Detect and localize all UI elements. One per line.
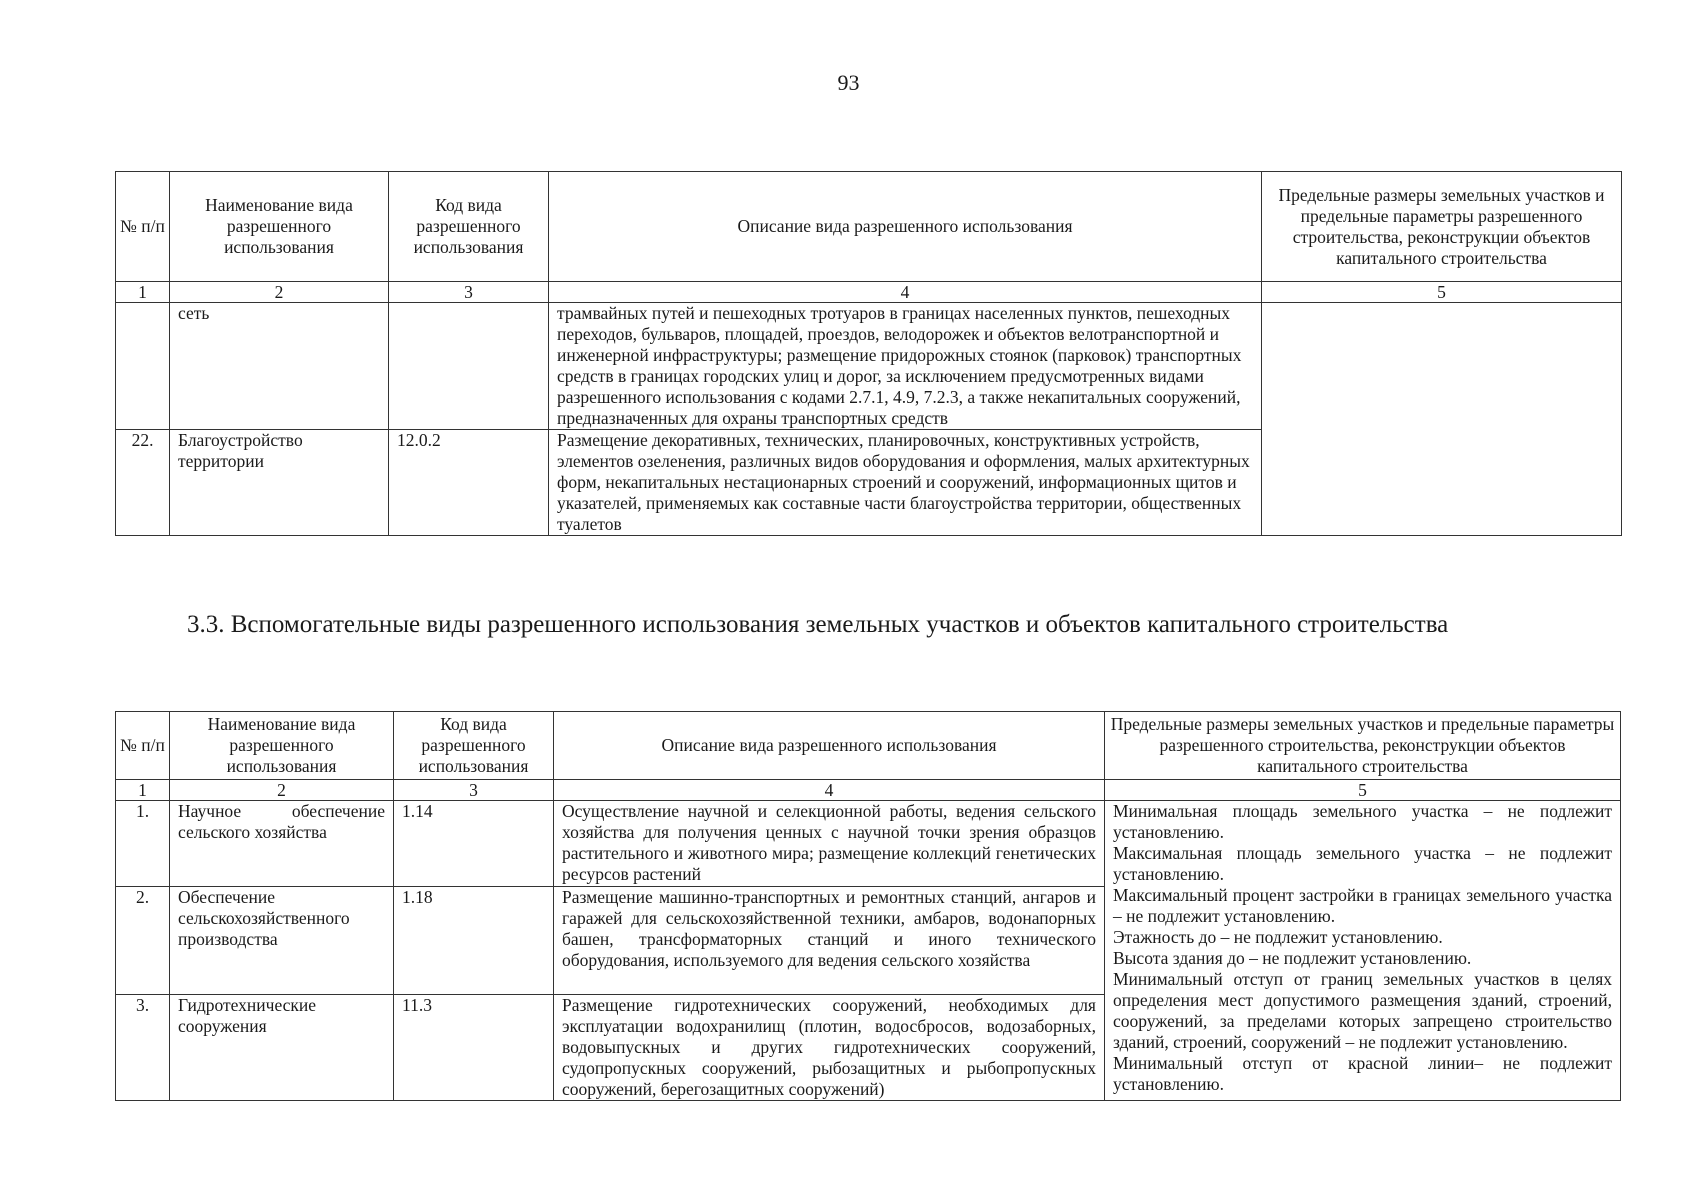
header-code: Код вида разрешенного использования	[394, 712, 554, 780]
row-code: 1.14	[394, 801, 554, 887]
page-number: 93	[837, 70, 860, 95]
header-name: Наименование вида разрешенного использования	[170, 172, 389, 282]
row-name: Обеспечение сельскохозяйственного производства	[170, 887, 394, 995]
row-code: 1.18	[394, 887, 554, 995]
column-number: 2	[170, 780, 394, 801]
column-number: 3	[394, 780, 554, 801]
column-number-row	[116, 282, 1622, 303]
table-row	[116, 801, 1621, 887]
row-name: сеть	[170, 303, 389, 430]
header-limits: Предельные размеры земельных участков и предельные параметры разрешенного строительства, реконструкции объектов капитального строительства	[1262, 172, 1622, 282]
auxiliary-use-table	[115, 711, 1621, 1101]
row-num	[116, 303, 170, 430]
row-num: 3.	[116, 995, 170, 1101]
row-code: 11.3	[394, 995, 554, 1101]
column-number: 4	[554, 780, 1105, 801]
column-number: 1	[116, 780, 170, 801]
table-header-row	[116, 712, 1621, 780]
column-number: 5	[1262, 282, 1622, 303]
header-num: № п/п	[116, 172, 170, 282]
limit-item: Минимальный отступ от красной линии– не подлежит установлению.	[1113, 1053, 1612, 1094]
row-description: трамвайных путей и пешеходных тротуаров в границах населенных пунктов, пешеходных переходов, бульваров, площадей, проездов, велодорожек и объектов велотранспортной и инженерной инфраструктуры; размещение придорожных стоянок (парковок) транспортных средств в границах городских улиц и дорог, за исключением предусмотренных видами разрешенного использования с кодами 2.7.1, 4.9, 7.2.3, а также некапитальных сооружений, предназначенных для охраны транспортных средств	[549, 303, 1262, 430]
header-num: № п/п	[116, 712, 170, 780]
header-code: Код вида разрешенного использования	[389, 172, 549, 282]
column-number: 1	[116, 282, 170, 303]
table-row	[116, 303, 1622, 430]
column-number-row	[116, 780, 1621, 801]
row-code	[389, 303, 549, 430]
limits-list	[1113, 801, 1612, 1095]
row-description: Размещение гидротехнических сооружений, необходимых для эксплуатации водохранилищ (плотин, водосбросов, водозаборных, водовыпускных и других гидротехнических сооружений, судопропускных сооружений, рыбозащитных и рыбопропускных сооружений, берегозащитных сооружений)	[554, 995, 1105, 1101]
permitted-use-table-main	[115, 171, 1622, 536]
row-limits	[1262, 303, 1622, 536]
column-number: 4	[549, 282, 1262, 303]
limit-item: Этажность до – не подлежит установлению.	[1113, 927, 1443, 947]
limit-item: Высота здания до – не подлежит установлению.	[1113, 948, 1472, 968]
row-num: 1.	[116, 801, 170, 887]
row-limits	[1105, 801, 1621, 1101]
limit-item: Максимальный процент застройки в границах земельного участка – не подлежит установлению.	[1113, 885, 1612, 926]
row-name: Благоустройство территории	[170, 430, 389, 536]
row-description: Осуществление научной и селекционной работы, ведения сельского хозяйства для получения ценных с научной точки зрения образцов растительного и животного мира; размещение коллекций генетических ресурсов растений	[554, 801, 1105, 887]
header-limits: Предельные размеры земельных участков и предельные параметры разрешенного строительства, реконструкции объектов капитального строительства	[1105, 712, 1621, 780]
header-description: Описание вида разрешенного использования	[549, 172, 1262, 282]
row-name: Научное обеспечение сельского хозяйства	[170, 801, 394, 887]
row-description: Размещение декоративных, технических, планировочных, конструктивных устройств, элементов озеленения, различных видов оборудования и оформления, малых архитектурных форм, некапитальных нестационарных строений и сооружений, информационных щитов и указателей, применяемых как составные части благоустройства территории, общественных туалетов	[549, 430, 1262, 536]
row-name: Гидротехнические сооружения	[170, 995, 394, 1101]
row-description: Размещение машинно-транспортных и ремонтных станций, ангаров и гаражей для сельскохозяйственной техники, амбаров, водонапорных башен, трансформаторных станций и иного технического оборудования, используемого для ведения сельского хозяйства	[554, 887, 1105, 995]
limit-item: Минимальная площадь земельного участка – не подлежит установлению.	[1113, 801, 1612, 842]
row-code: 12.0.2	[389, 430, 549, 536]
header-description: Описание вида разрешенного использования	[554, 712, 1105, 780]
section-heading: 3.3. Вспомогательные виды разрешенного использования земельных участков и объектов капитального строительства	[187, 611, 1449, 638]
row-num: 2.	[116, 887, 170, 995]
limit-item: Минимальный отступ от границ земельных участков в целях определения мест допустимого размещения зданий, строений, сооружений, за пределами которых запрещено строительство зданий, строений, сооружений – не подлежит установлению.	[1113, 969, 1612, 1052]
row-num: 22.	[116, 430, 170, 536]
column-number: 5	[1105, 780, 1621, 801]
limit-item: Максимальная площадь земельного участка – не подлежит установлению.	[1113, 843, 1612, 884]
table-header-row	[116, 172, 1622, 282]
header-name: Наименование вида разрешенного использования	[170, 712, 394, 780]
column-number: 3	[389, 282, 549, 303]
column-number: 2	[170, 282, 389, 303]
